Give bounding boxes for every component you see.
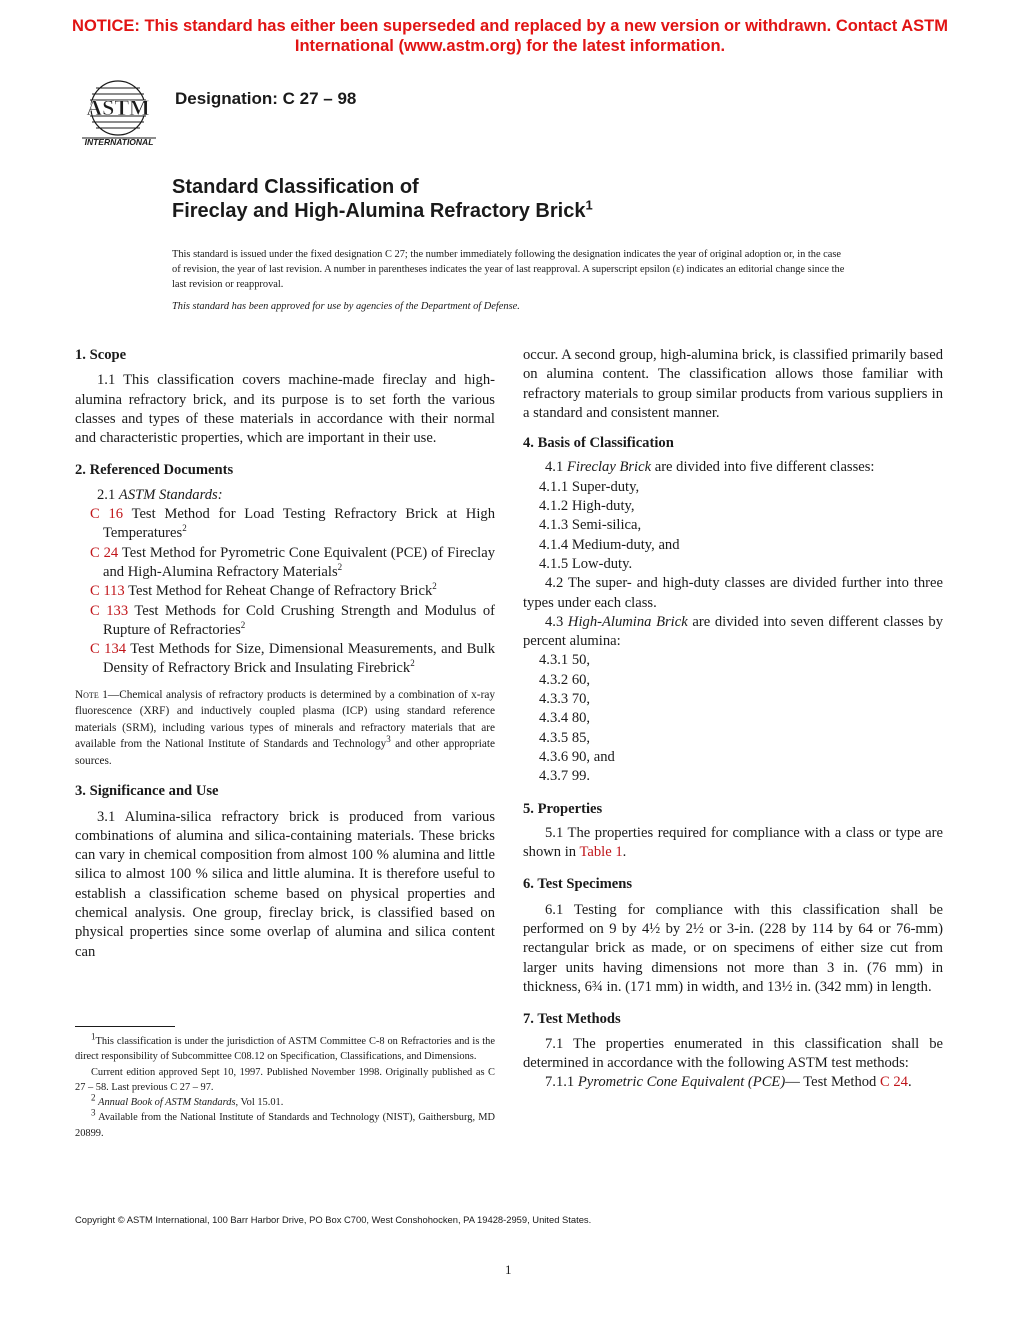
list-item: 4.3.3 70, xyxy=(539,691,591,708)
reference-item: C 113 Test Method for Reheat Change of Refractory Brick$^2$ xyxy=(90,581,437,600)
list-item: 4.1.2 High-duty, xyxy=(539,498,635,515)
section-3-1-continued: occur. A second group, high-alumina brick, is classified primarily based on alumina content. The classification allows those familiar with refractory materials to group similar products from various suppliers in a standard and consistent manner. xyxy=(523,347,943,421)
section-4-1: 4.1 Fireclay Brick are divided into five different classes: xyxy=(545,459,875,476)
reference-link[interactable]: C 16 xyxy=(90,506,124,523)
withdrawn-notice: NOTICE: This standard has either been superseded and replaced by a new version or withdrawn. Contact ASTM International (www.astm.org) for the latest information. xyxy=(72,17,948,55)
right-column xyxy=(523,346,943,1092)
footnote-1: $^1$This classification is under the jurisdiction of ASTM Committee C-8 on Refractories and is the direct responsibility of Subcommittee C08.12 on Specification, Classifications, and Dimensions. xyxy=(75,1031,495,1063)
list-item: 4.3.2 60, xyxy=(539,671,591,688)
reference-link[interactable]: C 133 xyxy=(90,602,129,619)
list-item: 4.3.6 90, and xyxy=(539,748,615,765)
section-5-1: 5.1 The properties required for compliance with a class or type are shown in Table 1. xyxy=(523,824,943,861)
reference-list xyxy=(75,505,495,679)
reference-link[interactable]: C 24 xyxy=(90,544,119,561)
list-item: 4.1.3 Semi-silica, xyxy=(539,517,642,534)
list-item: 4.3.4 80, xyxy=(539,710,591,727)
list-item: 4.3.5 85, xyxy=(539,729,591,746)
reference-link[interactable]: C 113 xyxy=(90,583,125,600)
section-2-1: 2.1 ASTM Standards: xyxy=(97,486,223,503)
section-2-heading: 2. Referenced Documents xyxy=(75,462,234,479)
footnotes xyxy=(75,1031,495,1141)
section-7-1: 7.1 The properties enumerated in this classification shall be determined in accordance with the following ASTM test methods: xyxy=(523,1035,943,1071)
title-line-1: Standard Classification of xyxy=(172,176,419,198)
section-7-heading: 7. Test Methods xyxy=(523,1011,621,1028)
footnote-2: $^2$ Annual Book of ASTM Standards, Vol 15.01. xyxy=(91,1092,284,1109)
title-line-2 xyxy=(172,197,593,223)
copyright: Copyright © ASTM International, 100 Barr Harbor Drive, PO Box C700, West Conshohocken, PA 19428-2959, United States. xyxy=(75,1214,592,1225)
footnote-3: $^3$ Available from the National Institute of Standards and Technology (NIST), Gaithersburg, MD 20899. xyxy=(75,1108,495,1139)
section-3-heading: 3. Significance and Use xyxy=(75,783,219,800)
list-item: 4.1.1 Super-duty, xyxy=(539,478,640,495)
list-item: 4.3.7 99. xyxy=(539,768,591,785)
c24-link[interactable]: C 24 xyxy=(880,1074,908,1091)
issued-note: This standard is issued under the fixed designation C 27; the number immediately following the designation indicates the year of original adoption or, in the case of revision, the year of last revision. A number in parentheses indicates the year of last reapproval. A superscript epsilon (ε) indicates an editorial change since the last revision or reapproval. xyxy=(172,249,845,290)
section-1-heading: 1. Scope xyxy=(75,347,127,363)
section-5-heading: 5. Properties xyxy=(523,800,603,817)
reference-item: C 16 Test Method for Load Testing Refractory Brick at High Temperatures$^2$ xyxy=(90,506,495,542)
reference-item: C 133 Test Methods for Cold Crushing Strength and Modulus of Rupture of Refractories$^2$ xyxy=(90,602,495,638)
section-4-heading: 4. Basis of Classification xyxy=(523,435,674,452)
left-column xyxy=(75,346,495,962)
title-text: Fireclay and High-Alumina Refractory Brick xyxy=(172,200,586,222)
note-1: Note 1—Chemical analysis of refractory products is determined by a combination of x-ray fluorescence (XRF) and inductively coupled plasma (ICP) using standard reference materials (SRM), including various types of minerals and refractory materials that are available from the National Institute of Standards and Technology$^3$ and other appropriate sources. xyxy=(75,688,495,767)
svg-text:INTERNATIONAL: INTERNATIONAL xyxy=(84,137,154,147)
section-6-heading: 6. Test Specimens xyxy=(523,876,633,893)
approval-note: This standard has been approved for use by agencies of the Department of Defense. xyxy=(172,301,520,312)
section-6-1: 6.1 Testing for compliance with this classification shall be performed on 9 by 4½ by 2½ or 3-in. (228 by 114 by 64 or 76-mm) rectangular brick as made, or on specimens of either size cut from larger units having dimensions not more than 3 in. (76 mm) in thickness, 6¾ in. (171 mm) in width, and 13½ in. (342 mm) in length. xyxy=(523,901,943,995)
section-7-1-1: 7.1.1 Pyrometric Cone Equivalent (PCE)— Test Method C 24. xyxy=(545,1074,912,1091)
reference-item: C 134 Test Methods for Size, Dimensional Measurements, and Bulk Density of Refractory Brick and Insulating Firebrick$^2$ xyxy=(90,641,495,677)
section-4-2: 4.2 The super- and high-duty classes are divided further into three types under each class. xyxy=(523,575,943,611)
astm-logo xyxy=(78,78,160,148)
section-4-3: 4.3 High-Alumina Brick are divided into seven different classes by percent alumina: xyxy=(523,613,943,650)
footnote-rule xyxy=(75,1026,175,1027)
reference-link[interactable]: C 134 xyxy=(90,641,127,658)
svg-text:ASTM: ASTM xyxy=(86,95,150,120)
section-3-1: 3.1 Alumina-silica refractory brick is produced from various combinations of alumina and silica-containing materials. These bricks can vary in chemical composition from almost 100 % alumina and little silica to almost 100 % silica and little alumina. It is therefore useful to establish a classification scheme based on physical properties and chemical analysis. One group, fireclay brick, is classified based on physical properties since some overlap of alumina and silica content can xyxy=(75,808,495,960)
page-number: 1 xyxy=(505,1262,512,1277)
section-1-1: 1.1 This classification covers machine-made fireclay and high-alumina refractory brick, and its purpose is to set forth the various classes and types of these materials in accordance with their normal and characteristic properties, which are important in their use. xyxy=(75,372,495,447)
title-footnote-ref: 1 xyxy=(585,197,593,213)
reference-item: C 24 Test Method for Pyrometric Cone Equivalent (PCE) of Fireclay and High-Alumina Refractory Materials$^2$ xyxy=(90,544,495,580)
footnote-1b: Current edition approved Sept 10, 1997. Published November 1998. Originally published as C 27 – 58. Last previous C 27 – 97. xyxy=(75,1066,495,1093)
table-1-link[interactable]: Table 1 xyxy=(579,844,623,861)
designation: Designation: C 27 – 98 xyxy=(175,89,357,108)
list-item: 4.1.5 Low-duty. xyxy=(539,555,633,572)
list-item: 4.1.4 Medium-duty, and xyxy=(539,536,680,553)
list-item: 4.3.1 50, xyxy=(539,652,591,669)
